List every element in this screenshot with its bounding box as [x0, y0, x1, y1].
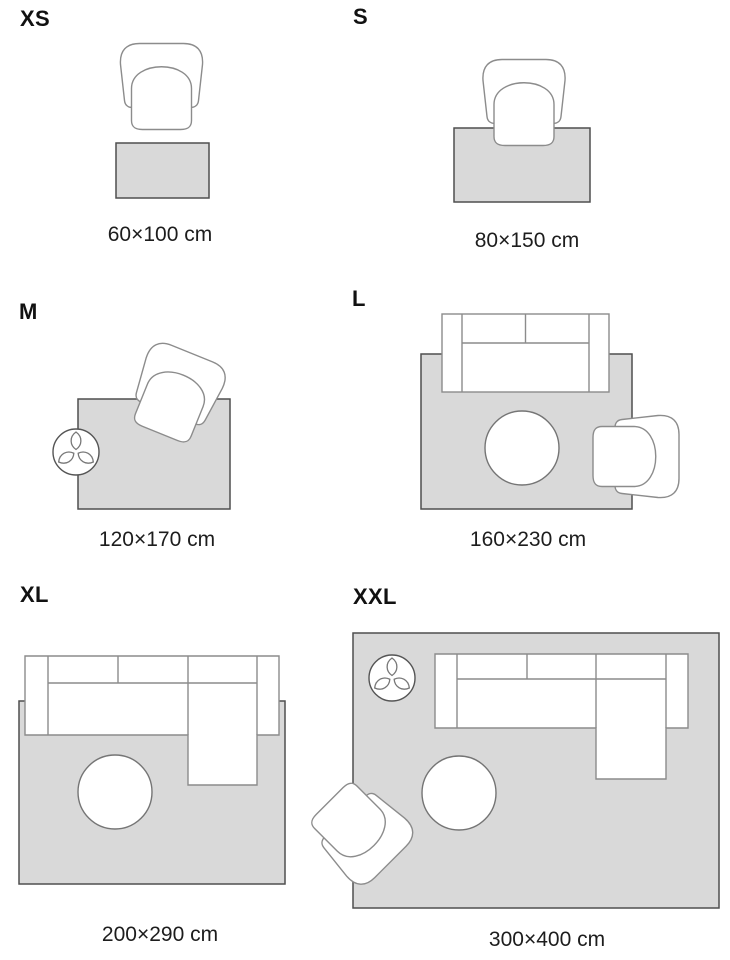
- scene-s: [454, 60, 590, 203]
- size-label-m: M: [19, 299, 38, 324]
- armchair-icon: [483, 60, 565, 146]
- armchair-icon: [593, 415, 679, 497]
- scene-xxl: [301, 633, 719, 908]
- dimension-label-xxl: 300×400 cm: [488, 928, 606, 951]
- dimension-label-xs: 60×100 cm: [107, 223, 213, 246]
- scene-m: [53, 338, 230, 509]
- size-label-xl: XL: [20, 582, 49, 607]
- rug-xs: [116, 143, 209, 198]
- size-label-s: S: [353, 4, 368, 29]
- size-label-xxl: XXL: [353, 584, 397, 609]
- pouf-icon: [78, 755, 152, 829]
- scene-xs: [116, 44, 209, 199]
- dimension-label-l: 160×230 cm: [469, 528, 587, 551]
- scene-xl: [19, 656, 285, 884]
- plant-icon: [53, 429, 99, 475]
- pouf-icon: [485, 411, 559, 485]
- dimension-label-s: 80×150 cm: [474, 229, 580, 252]
- dimension-label-m: 120×170 cm: [98, 528, 216, 551]
- plant-icon: [369, 655, 415, 701]
- size-label-l: L: [352, 286, 366, 311]
- dimension-label-xl: 200×290 cm: [101, 923, 219, 946]
- armchair-icon: [120, 44, 202, 130]
- pouf-icon: [422, 756, 496, 830]
- scene-l: [421, 314, 679, 509]
- sofa-icon: [442, 314, 609, 392]
- size-label-xs: XS: [20, 6, 50, 31]
